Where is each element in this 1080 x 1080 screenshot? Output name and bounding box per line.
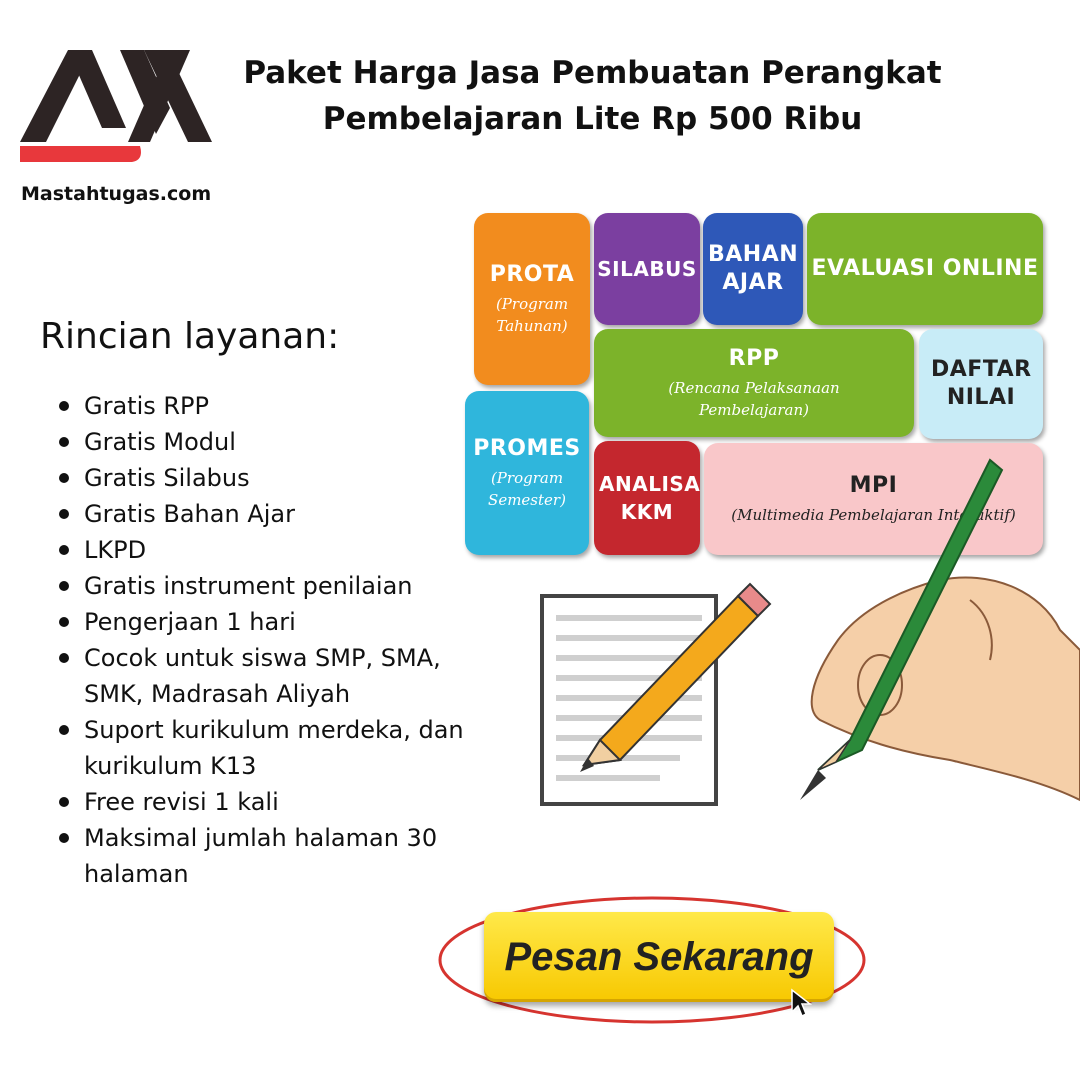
hand-icon <box>812 577 1080 800</box>
bullet-icon <box>59 509 69 519</box>
bullet-icon <box>59 581 69 591</box>
tile-silabus: SILABUS <box>594 213 700 325</box>
list-item: Cocok untuk siswa SMP, SMA, SMK, Madrasah Aliyah <box>50 640 470 712</box>
details-list <box>50 388 470 892</box>
title-line-1: Paket Harga Jasa Pembuatan Perangkat <box>243 55 942 91</box>
bullet-icon <box>59 545 69 555</box>
bullet-icon <box>59 617 69 627</box>
list-item: Gratis Silabus <box>50 460 470 496</box>
list-item: Gratis Modul <box>50 424 470 460</box>
tile-promes: PROMES (Program Semester) <box>465 391 589 555</box>
paper-icon <box>542 596 716 804</box>
brand-name: Mastahtugas.com <box>21 183 212 205</box>
tile-prota: PROTA (Program Tahunan) <box>474 213 590 385</box>
tile-daftar-nilai: DAFTAR NILAI <box>919 329 1043 439</box>
list-item: Gratis RPP <box>50 388 470 424</box>
list-item: LKPD <box>50 532 470 568</box>
page-title <box>220 50 965 142</box>
bullet-icon <box>59 833 69 843</box>
bullet-icon <box>59 653 69 663</box>
cta-area <box>430 890 870 1040</box>
title-line-2: Pembelajaran Lite Rp 500 Ribu <box>322 101 863 137</box>
list-item: Pengerjaan 1 hari <box>50 604 470 640</box>
mastahtugas-logo <box>20 42 212 164</box>
list-item: Gratis Bahan Ajar <box>50 496 470 532</box>
tile-rpp: RPP (Rencana Pelaksanaan Pembelajaran) <box>594 329 914 437</box>
tile-bahan-ajar: BAHAN AJAR <box>703 213 803 325</box>
list-item: Suport kurikulum merdeka, dan kurikulum K13 <box>50 712 470 784</box>
tile-evaluasi-online: EVALUASI ONLINE <box>807 213 1043 325</box>
list-item: Gratis instrument penilaian <box>50 568 470 604</box>
bullet-icon <box>59 797 69 807</box>
order-now-button[interactable]: Pesan Sekarang <box>484 912 834 1002</box>
bullet-icon <box>59 473 69 483</box>
tile-analisa-kkm: ANALISA KKM <box>594 441 700 555</box>
details-heading: Rincian layanan: <box>40 316 340 357</box>
tile-mpi: MPI (Multimedia Pembelajaran Interaktif) <box>704 443 1043 555</box>
bullet-icon <box>59 401 69 411</box>
bullet-icon <box>59 725 69 735</box>
list-item: Maksimal jumlah halaman 30 halaman <box>50 820 470 892</box>
bullet-icon <box>59 437 69 447</box>
writing-illustration <box>520 440 1080 850</box>
list-item: Free revisi 1 kali <box>50 784 470 820</box>
cursor-arrow-icon <box>790 988 812 1018</box>
